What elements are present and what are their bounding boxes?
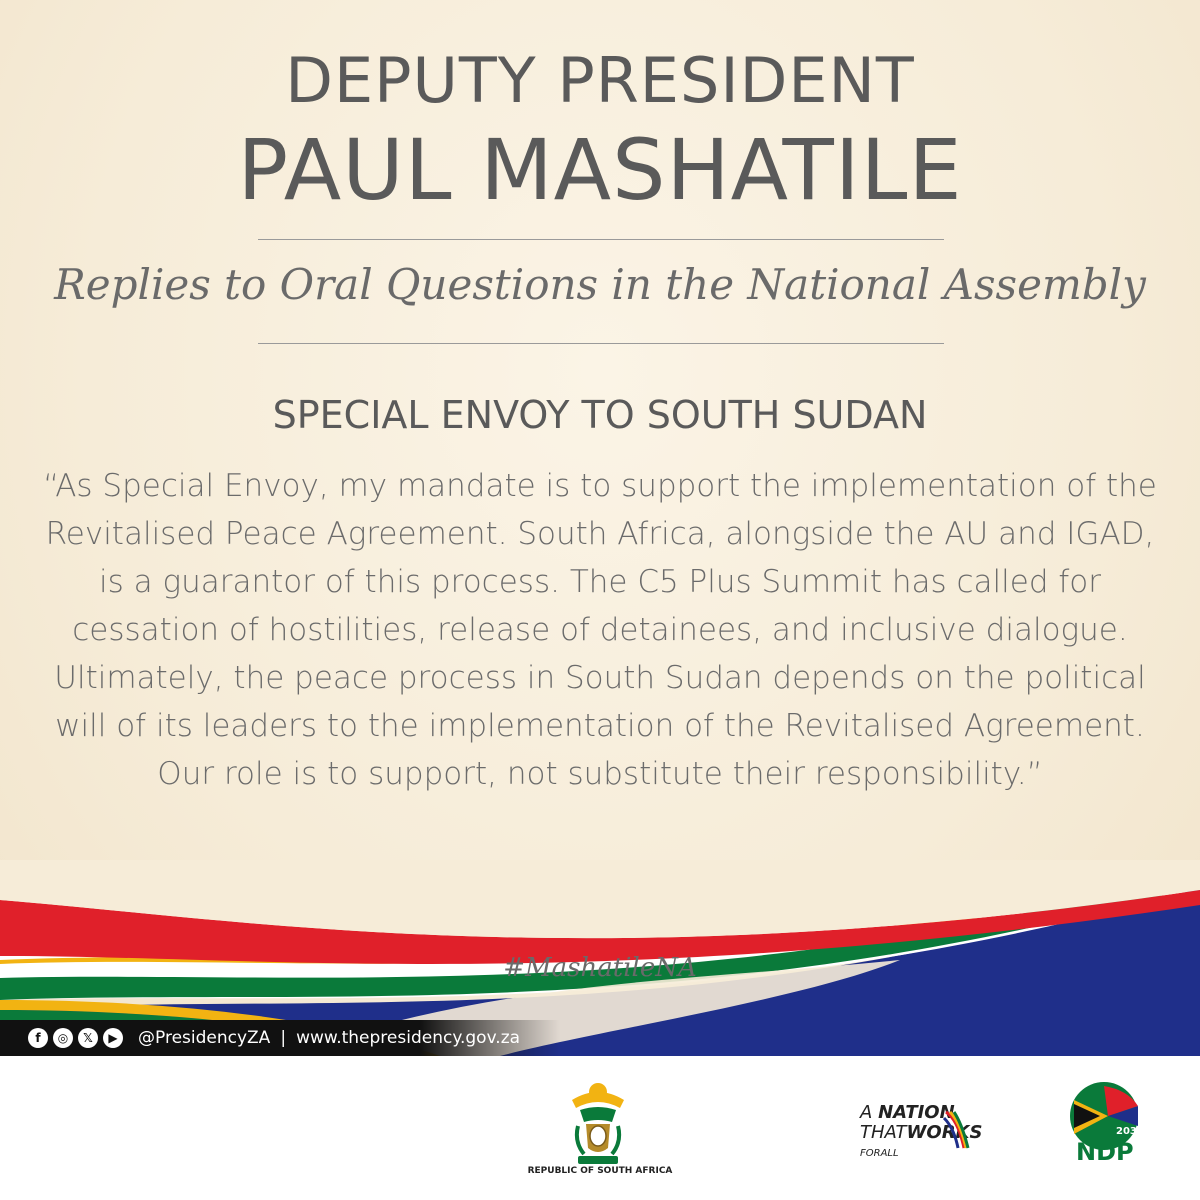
x-icon[interactable]: 𝕏 (78, 1028, 98, 1048)
facebook-icon[interactable]: f (28, 1028, 48, 1048)
ndp-year: 2030 (1116, 1126, 1144, 1137)
separator: | (280, 1028, 287, 1048)
slogan-nation: NATION (878, 1102, 955, 1123)
coat-of-arms-icon (560, 1078, 636, 1168)
slogan-that: THAT (860, 1122, 907, 1143)
title-line-2: PAUL MASHATILE (237, 121, 963, 219)
ndp-label: NDP (1076, 1138, 1134, 1166)
section-heading: SPECIAL ENVOY TO SOUTH SUDAN (272, 393, 928, 437)
divider-top (258, 239, 944, 240)
youtube-icon[interactable]: ▶ (103, 1028, 123, 1048)
nation-slogan-logo (860, 1104, 1010, 1160)
website-link[interactable]: www.thepresidency.gov.za (296, 1028, 521, 1048)
social-bar (0, 1020, 560, 1056)
social-handle[interactable]: @PresidencyZA (138, 1028, 271, 1048)
slogan-for: FOR (860, 1148, 881, 1159)
subtitle: Replies to Oral Questions in the National Assembly (54, 260, 1146, 309)
quote-text: “As Special Envoy, my mandate is to support the implementation of the Revitalised Peace Agreement. South Africa, alongside the AU and IGAD, is a guarantor of this process. The C5 Plus Summit has called for cessation of hostilities, release of detainees, and inclusive dialogue. Ultimately, the peace process in South Sudan depends on the political will of its leaders to the implementation of the Revitalised Agreement. Our role is to support, not substitute their responsibility.” (43, 468, 1157, 792)
flag-swoosh-icon (944, 1110, 968, 1150)
hashtag: #MashatileNA (503, 953, 697, 983)
title-line-1: DEPUTY PRESIDENT (285, 44, 915, 117)
crest-label: REPUBLIC OF SOUTH AFRICA (527, 1166, 673, 1176)
slogan-a: A (860, 1102, 873, 1123)
ndp-logo (1068, 1076, 1144, 1172)
instagram-icon[interactable]: ◎ (53, 1028, 73, 1048)
divider-bottom (258, 343, 944, 344)
slogan-all: ALL (880, 1148, 899, 1159)
slogan-works: WORKS (906, 1122, 983, 1143)
